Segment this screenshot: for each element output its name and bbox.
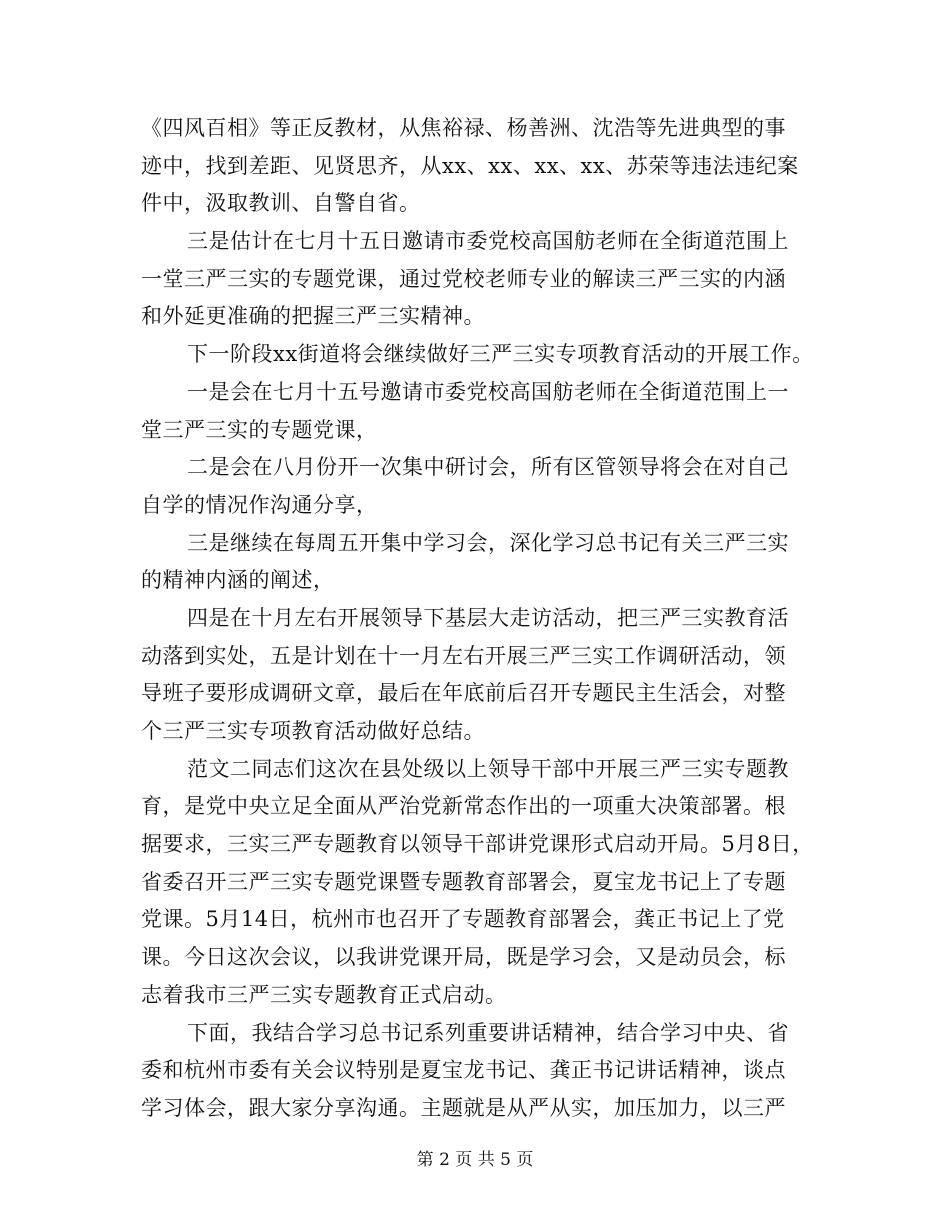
text-line: 四是在十月左右开展领导下基层大走访活动，把三严三实教育活 [187,605,789,630]
text-line: 动落到实处，五是计划在十一月左右开展三严三实工作调研活动，领 [141,643,786,668]
text-line: 下一阶段xx街道将会继续做好三严三实专项教育活动的开展工作。 [187,342,814,367]
text-line: 下面，我结合学习总书记系列重要讲话精神，结合学习中央、省 [187,1020,789,1045]
text-line: 堂三严三实的专题党课， [141,417,378,442]
text-line: 个三严三实专项教育活动做好总结。 [141,719,485,743]
text-line: 《四风百相》等正反教材，从焦裕禄、杨善洲、沈浩等先进典型的事 [141,116,786,140]
text-line: 件中，汲取教训、自警自省。 [141,191,421,216]
text-line: 迹中，找到差距、见贤思齐，从xx、xx、xx、xx、苏荣等违法违纪案 [141,153,799,178]
text-line: 课。今日这次会议，以我讲党课开局，既是学习会，又是动员会，标 [141,945,786,970]
page-number-footer: 第 2 页 共 5 页 [416,1150,534,1170]
document-body [141,110,831,1128]
text-line: 自学的情况作沟通分享， [141,492,378,517]
text-line: 导班子要形成调研文章，最后在年底前后召开专题民主生活会，对整 [141,681,786,706]
text-line: 一是会在七月十五号邀请市委党校高国舫老师在全街道范围上一 [187,379,789,404]
text-line: 一堂三严三实的专题党课，通过党校老师专业的解读三严三实的内涵 [141,266,786,291]
text-line: 二是会在八月份开一次集中研讨会，所有区管领导将会在对自己 [187,455,789,480]
text-line: 党课。5月14日，杭州市也召开了专题教育部署会，龚正书记上了党 [141,907,785,932]
text-line: 育，是党中央立足全面从严治党新常态作出的一项重大决策部署。根 [141,794,786,819]
text-line: 三是继续在每周五开集中学习会，深化学习总书记有关三严三实 [187,530,789,555]
text-line: 省委召开三严三实专题党课暨专题教育部署会，夏宝龙书记上了专题 [141,869,786,894]
text-line: 和外延更准确的把握三严三实精神。 [141,304,485,329]
text-line: 据要求，三实三严专题教育以领导干部讲党课形式启动开局。5月8日， [141,832,814,857]
text-line: 三是估计在七月十五日邀请市委党校高国舫老师在全街道范围上 [187,229,789,254]
text-line: 委和杭州市委有关会议特别是夏宝龙书记、龚正书记讲话精神，谈点 [141,1058,786,1083]
text-line: 范文二同志们这次在县处级以上领导干部中开展三严三实专题教 [187,756,789,781]
text-line: 学习体会，跟大家分享沟通。主题就是从严从实，加压加力，以三严 [141,1095,786,1120]
text-line: 志着我市三严三实专题教育正式启动。 [141,982,507,1007]
text-line: 的精神内涵的阐述， [141,568,335,593]
